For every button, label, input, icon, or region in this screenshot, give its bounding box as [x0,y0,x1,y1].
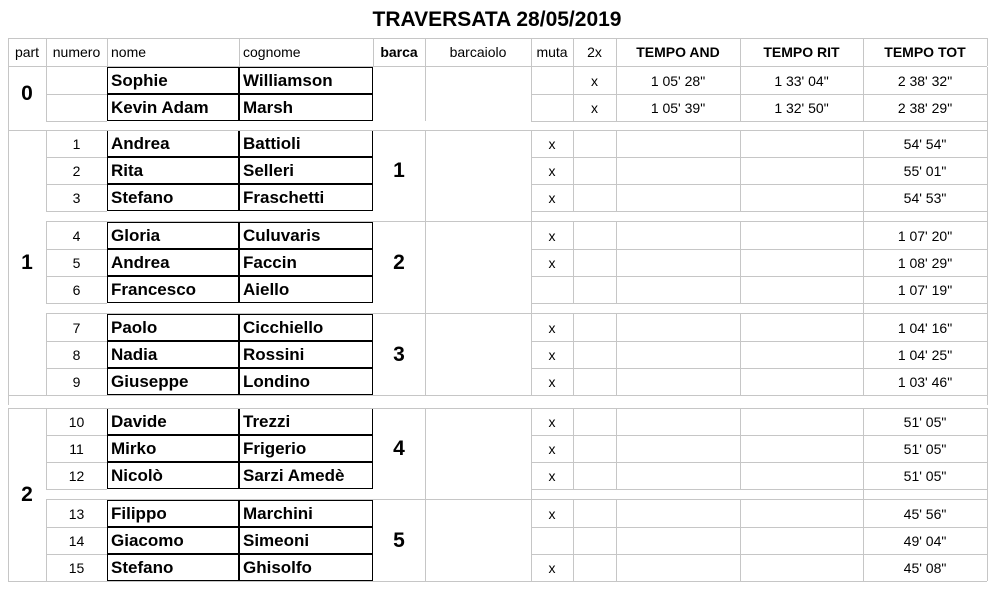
grid-line [425,500,426,527]
tempo-tot-cell: 51' 05" [903,413,947,430]
grid-line [863,157,864,184]
muta-mark: x [548,227,556,244]
grid-line [616,94,617,121]
header-tempo-tot: TEMPO TOT [884,44,966,60]
cognome-cell: Faccin [243,252,297,272]
part-top-line [8,408,987,409]
grid-line [425,157,426,184]
numero-cell: 13 [68,505,85,522]
grid-line [531,94,532,121]
part-top-line [8,130,987,131]
grid-line [573,276,574,303]
tempo-tot-cell: 1 04' 16" [897,319,953,336]
muta-mark [531,276,573,303]
grid-line [863,500,864,527]
grid-line [425,462,426,489]
grid-line [46,341,47,368]
grid-line [531,184,532,211]
cognome-cell: Culuvaris [243,225,321,245]
barca-number: 5 [393,528,405,552]
grid-line [425,489,426,500]
header-barcaiolo: barcaiolo [449,44,507,60]
header-column-line [239,38,240,66]
grid-line [987,408,988,581]
grid-line [863,276,864,303]
grid-line [46,500,47,527]
grid-line [425,249,426,276]
numero-cell: 5 [72,254,81,271]
tempo-tot-cell: 1 04' 25" [897,346,953,363]
grid-line [425,67,426,94]
muta-mark: x [548,319,556,336]
grid-line [46,276,47,303]
tempo-tot-cell: 51' 05" [903,467,947,484]
grid-line [531,303,987,304]
header-column-line [863,38,864,66]
name-box-divider [107,93,373,95]
tempo-tot-cell: 2 38' 29" [897,99,953,116]
header-2x: 2x [587,44,602,60]
grid-line [46,527,47,554]
grid-line [531,314,532,341]
muta-mark: x [548,162,556,179]
grid-line [425,303,426,314]
grid-line [863,554,864,581]
cognome-cell: Fraschetti [243,187,325,207]
name-box-divider [107,340,373,342]
grid-line [616,184,617,211]
header-column-line [425,38,426,66]
grid-line [616,157,617,184]
grid-line [46,211,107,212]
grid-line [46,554,47,581]
name-box-divider [238,67,240,121]
muta-mark: x [548,373,556,390]
grid-line [46,121,107,122]
grid-line [987,395,988,405]
grid-line [740,462,741,489]
cognome-cell: Frigerio [243,438,307,458]
grid-line [531,462,532,489]
numero-cell: 4 [72,227,81,244]
nome-cell: Mirko [111,438,157,458]
numero-cell: 1 [72,135,81,152]
grid-line [863,435,864,462]
grid-line [863,249,864,276]
grid-line [740,341,741,368]
grid-line [987,130,988,395]
numero-cell: 3 [72,189,81,206]
header-column-line [573,38,574,66]
grid-line [425,222,426,249]
nome-cell: Sophie [111,70,168,90]
cognome-cell: Sarzi Amedè [243,465,345,485]
grid-line [531,341,532,368]
header-tempo-rit: TEMPO RIT [763,44,840,60]
grid-line [46,462,47,489]
sheet-title: TRAVERSATA 28/05/2019 [372,8,622,31]
grid-line [740,314,741,341]
grid-line [531,303,532,314]
barca-number: 2 [393,250,405,274]
grid-line [863,314,864,341]
nome-cell: Stefano [111,557,174,577]
tempo-and-cell: 1 05' 28" [650,72,706,89]
muta-mark: x [548,559,556,576]
grid-line [863,489,864,500]
grid-line [740,554,741,581]
grid-line [46,489,107,490]
grid-line [740,500,741,527]
grid-line [573,314,574,341]
nome-cell: Stefano [111,187,174,207]
grid-line [8,67,9,121]
tempo-rit-cell: 1 32' 50" [774,99,829,116]
header-column-line [8,38,9,66]
tempo-tot-cell: 49' 04" [903,532,947,549]
name-box-divider [107,526,373,528]
grid-line [531,157,532,184]
grid-line [863,368,864,395]
cognome-cell: Battioli [243,133,301,153]
nome-cell: Francesco [111,279,197,299]
grid-line [616,554,617,581]
grid-line [616,435,617,462]
grid-line [531,276,532,303]
grid-line [863,408,864,435]
grid-line [531,130,532,157]
grid-line [425,341,426,368]
nome-cell: Giuseppe [111,371,189,391]
grid-line [425,130,426,157]
grid-line [740,276,741,303]
grid-line [616,314,617,341]
tempo-tot-cell: 45' 08" [903,559,947,576]
header-numero: numero [52,44,101,60]
grid-line [425,435,426,462]
nome-cell: Kevin Adam [111,97,209,117]
grid-line [425,211,426,222]
header-column-line [531,38,532,66]
grid-line [573,67,574,94]
numero-cell: 11 [69,440,84,457]
muta-mark: x [548,467,556,484]
grid-line [425,527,426,554]
grid-line [616,368,617,395]
grid-line [740,184,741,211]
grid-line [46,130,47,157]
grid-line [573,462,574,489]
muta-mark: x [548,254,556,271]
grid-line [740,408,741,435]
header-top-line [8,38,987,39]
nome-cell: Filippo [111,503,167,523]
grid-line [531,435,532,462]
cognome-cell: Trezzi [243,411,291,431]
numero-cell: 10 [68,413,85,430]
muta-mark: x [548,413,556,430]
name-box-divider [238,500,240,581]
name-box-divider [107,183,373,185]
muta-mark: x [548,346,556,363]
grid-line [8,395,9,405]
grid-line [987,121,988,130]
grid-line [863,462,864,489]
nome-cell: Andrea [111,133,170,153]
grid-line [573,249,574,276]
grid-line [616,249,617,276]
grid-line [531,222,532,249]
cognome-cell: Simeoni [243,530,310,550]
name-box-divider [238,408,240,489]
grid-line [616,462,617,489]
grid-line [46,314,47,341]
cognome-cell: Aiello [243,279,290,299]
grid-line [740,368,741,395]
tempo-tot-cell: 45' 56" [903,505,947,522]
nome-cell: Nadia [111,344,158,364]
nome-cell: Giacomo [111,530,184,550]
header-column-line [616,38,617,66]
grid-line [863,303,864,314]
grid-line [863,130,864,157]
numero-cell: 8 [72,346,81,363]
part-label: 2 [21,482,33,506]
numero-cell: 7 [72,319,81,336]
name-box-divider [107,434,373,436]
grid-line [987,67,988,121]
tempo-tot-cell: 54' 53" [903,189,947,206]
grid-line [531,249,532,276]
barca-number: 4 [393,436,405,460]
grid-line [573,157,574,184]
name-box-divider [107,156,373,158]
grid-line [573,527,574,554]
header-column-line [46,38,47,66]
grid-line [531,211,532,222]
numero-cell: 2 [72,162,81,179]
numero-cell: 6 [72,281,81,298]
grid-line [425,276,426,303]
name-box-divider [107,275,373,277]
tempo-tot-cell: 1 07' 20" [897,227,953,244]
grid-line [740,249,741,276]
tempo-tot-cell: 1 03' 46" [897,373,953,390]
muta-mark: x [548,505,556,522]
grid-line [531,554,532,581]
grid-line [46,184,47,211]
grid-line [531,489,987,490]
grid-line [531,67,532,94]
grid-line [531,121,987,122]
grid-line [740,435,741,462]
grid-line [425,94,426,121]
barca-number: 3 [393,342,405,366]
grid-line [531,489,532,500]
grid-line [8,121,9,130]
name-box-divider [107,367,373,369]
cognome-cell: Londino [243,371,311,391]
nome-cell: Rita [111,160,144,180]
grid-line [8,408,9,581]
grid-line [46,222,47,249]
grid-line [46,303,107,304]
doppio-mark: x [591,99,598,116]
grid-line [8,130,9,395]
nome-cell: Nicolò [111,465,163,485]
grid-line [740,527,741,554]
name-box-divider [238,222,240,303]
grid-line [573,368,574,395]
grid-line [740,157,741,184]
muta-mark: x [548,440,556,457]
tempo-tot-cell: 2 38' 32" [897,72,953,89]
grid-line [616,500,617,527]
grid-line [863,527,864,554]
grid-line [616,276,617,303]
cognome-cell: Ghisolfo [243,557,312,577]
grid-line [740,94,741,121]
grid-line [573,408,574,435]
grid-line [740,130,741,157]
header-column-line [107,38,108,66]
name-box-divider [238,314,240,395]
grid-line [425,314,426,341]
tempo-tot-cell: 1 07' 19" [897,281,953,298]
cognome-cell: Williamson [243,70,333,90]
grid-line [616,67,617,94]
name-box-divider [107,248,373,250]
numero-cell: 12 [68,467,85,484]
grid-line [531,408,532,435]
numero-cell: 9 [72,373,81,390]
grid-line [863,211,864,222]
tempo-tot-cell: 54' 54" [903,135,947,152]
muta-mark: x [548,135,556,152]
part-bottom-line [8,581,987,582]
grid-line [573,184,574,211]
header-part: part [14,44,40,60]
grid-line [425,554,426,581]
grid-line [531,211,987,212]
nome-cell: Paolo [111,317,158,337]
grid-line [740,222,741,249]
grid-line [46,94,47,121]
cognome-cell: Rossini [243,344,305,364]
nome-cell: Davide [111,411,167,431]
header-tempo-and: TEMPO AND [636,44,720,60]
cognome-cell: Marsh [243,97,294,117]
grid-line [573,130,574,157]
grid-line [573,554,574,581]
muta-mark: x [548,189,556,206]
tempo-tot-cell: 55' 01" [903,162,947,179]
nome-cell: Gloria [111,225,161,245]
numero-cell: 14 [68,532,85,549]
grid-line [740,67,741,94]
cognome-cell: Marchini [243,503,313,523]
cognome-cell: Selleri [243,160,295,180]
grid-line [46,249,47,276]
grid-line [616,341,617,368]
grid-line [863,94,864,121]
grid-line [46,67,47,94]
grid-line [863,222,864,249]
grid-line [573,94,574,121]
grid-line [863,184,864,211]
header-cognome: cognome [243,44,301,60]
name-box-divider [107,461,373,463]
muta-mark [531,527,573,554]
grid-line [531,500,532,527]
grid-line [573,222,574,249]
header-column-line [740,38,741,66]
tempo-rit-cell: 1 33' 04" [774,72,829,89]
name-box-divider [107,553,373,555]
header-nome: nome [111,44,147,60]
grid-line [863,341,864,368]
part-label: 0 [21,82,33,105]
grid-line [616,408,617,435]
nome-cell: Andrea [111,252,170,272]
header-column-line [373,38,374,66]
name-box-divider [238,130,240,211]
grid-line [531,368,532,395]
doppio-mark: x [591,72,598,89]
tempo-tot-cell: 51' 05" [903,440,947,457]
grid-line [573,435,574,462]
grid-line [616,527,617,554]
tempo-tot-cell: 1 08' 29" [897,254,953,271]
cognome-cell: Cicchiello [243,317,324,337]
barca-number: 1 [393,158,405,182]
grid-line [863,67,864,94]
grid-line [46,368,47,395]
grid-line [531,527,532,554]
grid-line [425,368,426,395]
grid-line [616,222,617,249]
grid-line [573,341,574,368]
grid-line [46,157,47,184]
header-column-line [987,38,988,66]
grid-line [616,130,617,157]
part-bottom-line [8,395,987,396]
grid-line [425,408,426,435]
grid-line [46,408,47,435]
grid-line [573,500,574,527]
header-muta: muta [536,44,568,60]
header-barca: barca [380,44,418,60]
grid-line [46,435,47,462]
grid-line [425,184,426,211]
tempo-and-cell: 1 05' 39" [650,99,706,116]
numero-cell: 15 [68,559,85,576]
part-label: 1 [21,250,33,274]
grid-line [46,94,107,95]
